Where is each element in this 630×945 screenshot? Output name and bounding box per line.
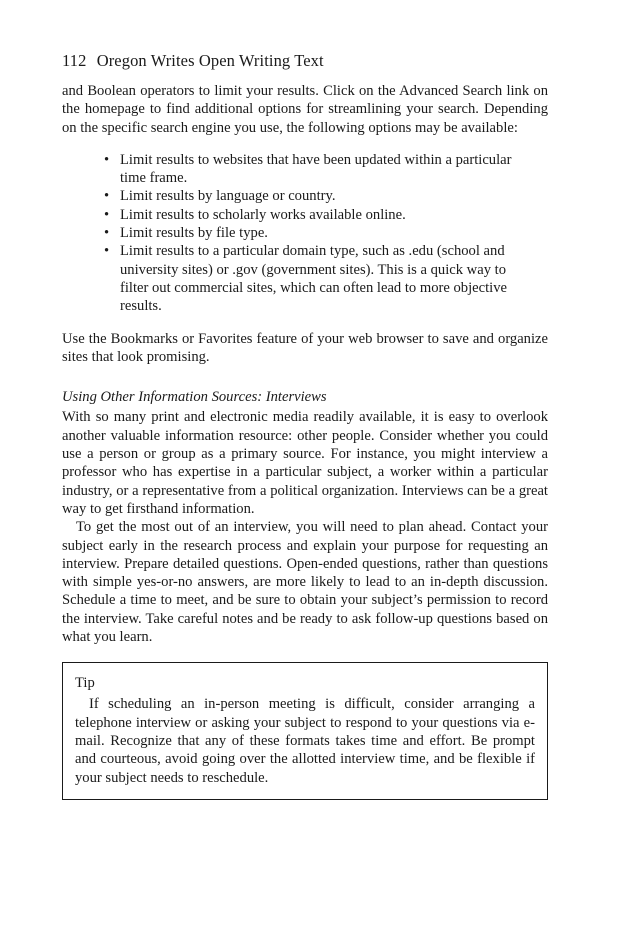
tip-box xyxy=(62,662,548,799)
running-header xyxy=(62,50,548,72)
book-page xyxy=(62,50,548,800)
running-title: Oregon Writes Open Writing Text xyxy=(96,51,324,70)
body-paragraph: With so many print and electronic media readily available, it is easy to overlook another valuable information resource: other people. Consider whether you could use a person or group as a primary source. For instance, you might interview a professor who has expertise in a particular subject, a worker within a particular industry, or a representative from a political organization. Interviews can be a great way to get firsthand information. xyxy=(62,409,548,517)
tip-title: Tip xyxy=(75,675,95,692)
body-paragraph: To get the most out of an interview, you will need to plan ahead. Contact your subject early in the research process and explain your purpose for requesting an interview. Prepare detailed questions. Open-ended questions, rather than questions with simple yes-or-no answers, are more likely to lead to an in-depth discussion. Schedule a time to meet, and be sure to obtain your subject’s permission to record the interview. Take careful notes and be ready to ask follow-up questions based on what you learn. xyxy=(62,519,548,646)
section-heading: Using Other Information Sources: Interviews xyxy=(62,389,327,406)
list-item: • Limit results to websites that have been updated within a particular time frame. xyxy=(104,151,532,188)
intro-paragraph: and Boolean operators to limit your results. Click on the Advanced Search link on the homepage to find additional options for streamlining your search. Depending on the specific search engine you use, the following options may be available: xyxy=(62,83,548,136)
list-item: • Limit results to a particular domain type, such as .edu (school and university sites) or .gov (government sites). This is a quick way to filter out commercial sites, which can often lead to more objective results. xyxy=(104,242,532,315)
list-item: • Limit results by language or country. xyxy=(104,187,532,205)
page-number: 112 xyxy=(62,51,87,70)
search-options-list xyxy=(62,151,532,316)
list-item: • Limit results by file type. xyxy=(104,224,532,242)
bookmarks-paragraph: Use the Bookmarks or Favorites feature of your web browser to save and organize sites that look promising. xyxy=(62,330,548,365)
tip-body: If scheduling an in-person meeting is difficult, consider arranging a telephone interview or asking your subject to respond to your questions via e-mail. Recognize that any of these formats takes time and effort. Be prompt and courteous, avoid going over the allotted interview time, and be flexible if your subject needs to reschedule. xyxy=(75,696,535,786)
list-item: • Limit results to scholarly works available online. xyxy=(104,206,532,224)
